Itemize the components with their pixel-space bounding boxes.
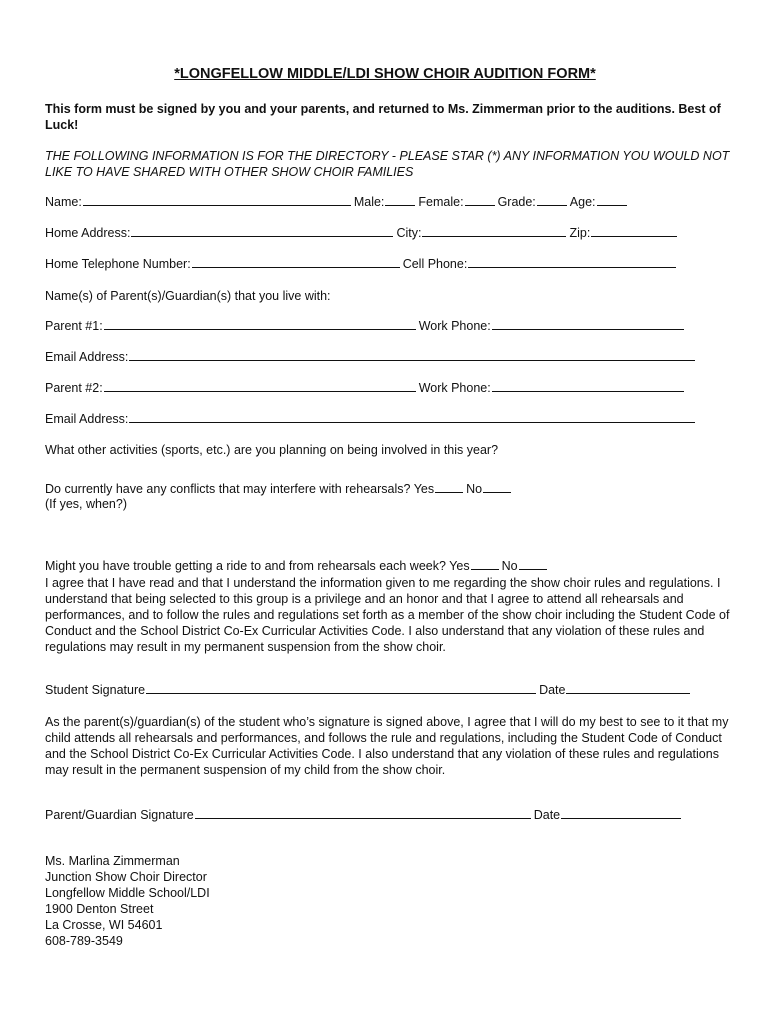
parent1-row	[45, 319, 687, 333]
address-row	[45, 226, 680, 240]
conflicts-no-field[interactable]	[483, 482, 511, 493]
date2-label: Date	[533, 808, 561, 822]
date1-label: Date	[539, 683, 566, 697]
male-field[interactable]	[385, 195, 415, 206]
city-label: City:	[396, 226, 422, 240]
form-title: *LONGFELLOW MIDDLE/LDI SHOW CHOIR AUDITION FORM*	[174, 66, 596, 82]
name-field[interactable]	[83, 195, 351, 206]
conflicts-yes-label: Do currently have any conflicts that may interfere with rehearsals? Yes	[45, 482, 435, 496]
parent2-label: Parent #2:	[45, 381, 103, 395]
parent-signature-label: Parent/Guardian Signature	[45, 808, 194, 822]
contact-street: 1900 Denton Street	[45, 902, 154, 916]
parent2-row	[45, 381, 687, 395]
contact-role: Junction Show Choir Director	[45, 870, 207, 884]
cell-phone-label: Cell Phone:	[402, 257, 468, 271]
if-yes-label: (If yes, when?)	[45, 497, 127, 511]
cell-phone-field[interactable]	[468, 257, 676, 268]
contact-city: La Crosse, WI 54601	[45, 918, 163, 932]
contact-name: Ms. Marlina Zimmerman	[45, 854, 180, 868]
ride-no-label: No	[501, 559, 518, 573]
work-phone1-label: Work Phone:	[418, 319, 491, 333]
female-label: Female:	[418, 195, 464, 209]
contact-block	[45, 853, 210, 949]
grade-label: Grade:	[497, 195, 536, 209]
name-row	[45, 195, 630, 209]
female-field[interactable]	[465, 195, 495, 206]
parent2-field[interactable]	[104, 381, 416, 392]
age-label: Age:	[569, 195, 596, 209]
zip-label: Zip:	[569, 226, 591, 240]
home-address-field[interactable]	[131, 226, 393, 237]
student-signature-row	[45, 683, 693, 697]
work-phone2-field[interactable]	[492, 381, 684, 392]
intro-text: This form must be signed by you and your parents, and returned to Ms. Zimmerman prior to the auditions. Best of Luck!	[45, 102, 721, 132]
home-phone-field[interactable]	[192, 257, 400, 268]
email1-label: Email Address:	[45, 350, 129, 364]
date2-field[interactable]	[561, 808, 681, 819]
parents-heading: Name(s) of Parent(s)/Guardian(s) that you live with:	[45, 289, 331, 303]
parent1-field[interactable]	[104, 319, 416, 330]
student-signature-field[interactable]	[146, 683, 536, 694]
zip-field[interactable]	[591, 226, 677, 237]
parent-signature-field[interactable]	[195, 808, 531, 819]
parent-agreement: As the parent(s)/guardian(s) of the student who’s signature is signed above, I agree that I will do my best to see to it that my child attends all rehearsals and performances, and follows the rule and regulations, including the Student Code of Conduct and the School District Co-Ex Curricular Activities Code. I also understand that any violation of these rules and regulations may result in the permanent suspension of my child from the show choir.	[45, 715, 729, 777]
home-phone-label: Home Telephone Number:	[45, 257, 191, 271]
email1-field[interactable]	[129, 350, 695, 361]
work-phone2-label: Work Phone:	[418, 381, 491, 395]
conflicts-row	[45, 482, 514, 496]
email2-field[interactable]	[129, 412, 695, 423]
ride-no-field[interactable]	[519, 559, 547, 570]
grade-field[interactable]	[537, 195, 567, 206]
email1-row	[45, 350, 698, 364]
directory-notice: THE FOLLOWING INFORMATION IS FOR THE DIRECTORY - PLEASE STAR (*) ANY INFORMATION YOU WOULD NOT LIKE TO HAVE SHARED WITH OTHER SHOW CHOIR FAMILIES	[45, 149, 730, 179]
male-label: Male:	[353, 195, 385, 209]
work-phone1-field[interactable]	[492, 319, 684, 330]
age-field[interactable]	[597, 195, 627, 206]
conflicts-no-label: No	[466, 482, 483, 496]
name-label: Name:	[45, 195, 82, 209]
parent-signature-row	[45, 808, 684, 822]
date1-field[interactable]	[566, 683, 690, 694]
home-address-label: Home Address:	[45, 226, 131, 240]
activities-question: What other activities (sports, etc.) are you planning on being involved in this year?	[45, 443, 499, 457]
email2-label: Email Address:	[45, 412, 129, 426]
student-agreement: I agree that I have read and that I understand the information given to me regarding the show choir rules and regulations. I understand that being selected to this group is a privilege and an honor and that I agree to attend all rehearsals and performances, and to follow the rules and regulations set forth as a member of the show choir including the Student Code of Conduct and the School District Co-Ex Curricular Activities Code. I also understand that any violation of these rules and regulations may result in my permanent suspension from the show choir.	[45, 576, 730, 654]
conflicts-yes-field[interactable]	[435, 482, 463, 493]
parent1-label: Parent #1:	[45, 319, 103, 333]
ride-yes-label: Might you have trouble getting a ride to and from rehearsals each week? Yes	[45, 559, 470, 573]
student-signature-label: Student Signature	[45, 683, 146, 697]
ride-row	[45, 559, 550, 573]
city-field[interactable]	[422, 226, 566, 237]
contact-school: Longfellow Middle School/LDI	[45, 886, 210, 900]
phone-row	[45, 257, 679, 271]
ride-yes-field[interactable]	[471, 559, 499, 570]
contact-phone: 608-789-3549	[45, 934, 123, 948]
email2-row	[45, 412, 698, 426]
